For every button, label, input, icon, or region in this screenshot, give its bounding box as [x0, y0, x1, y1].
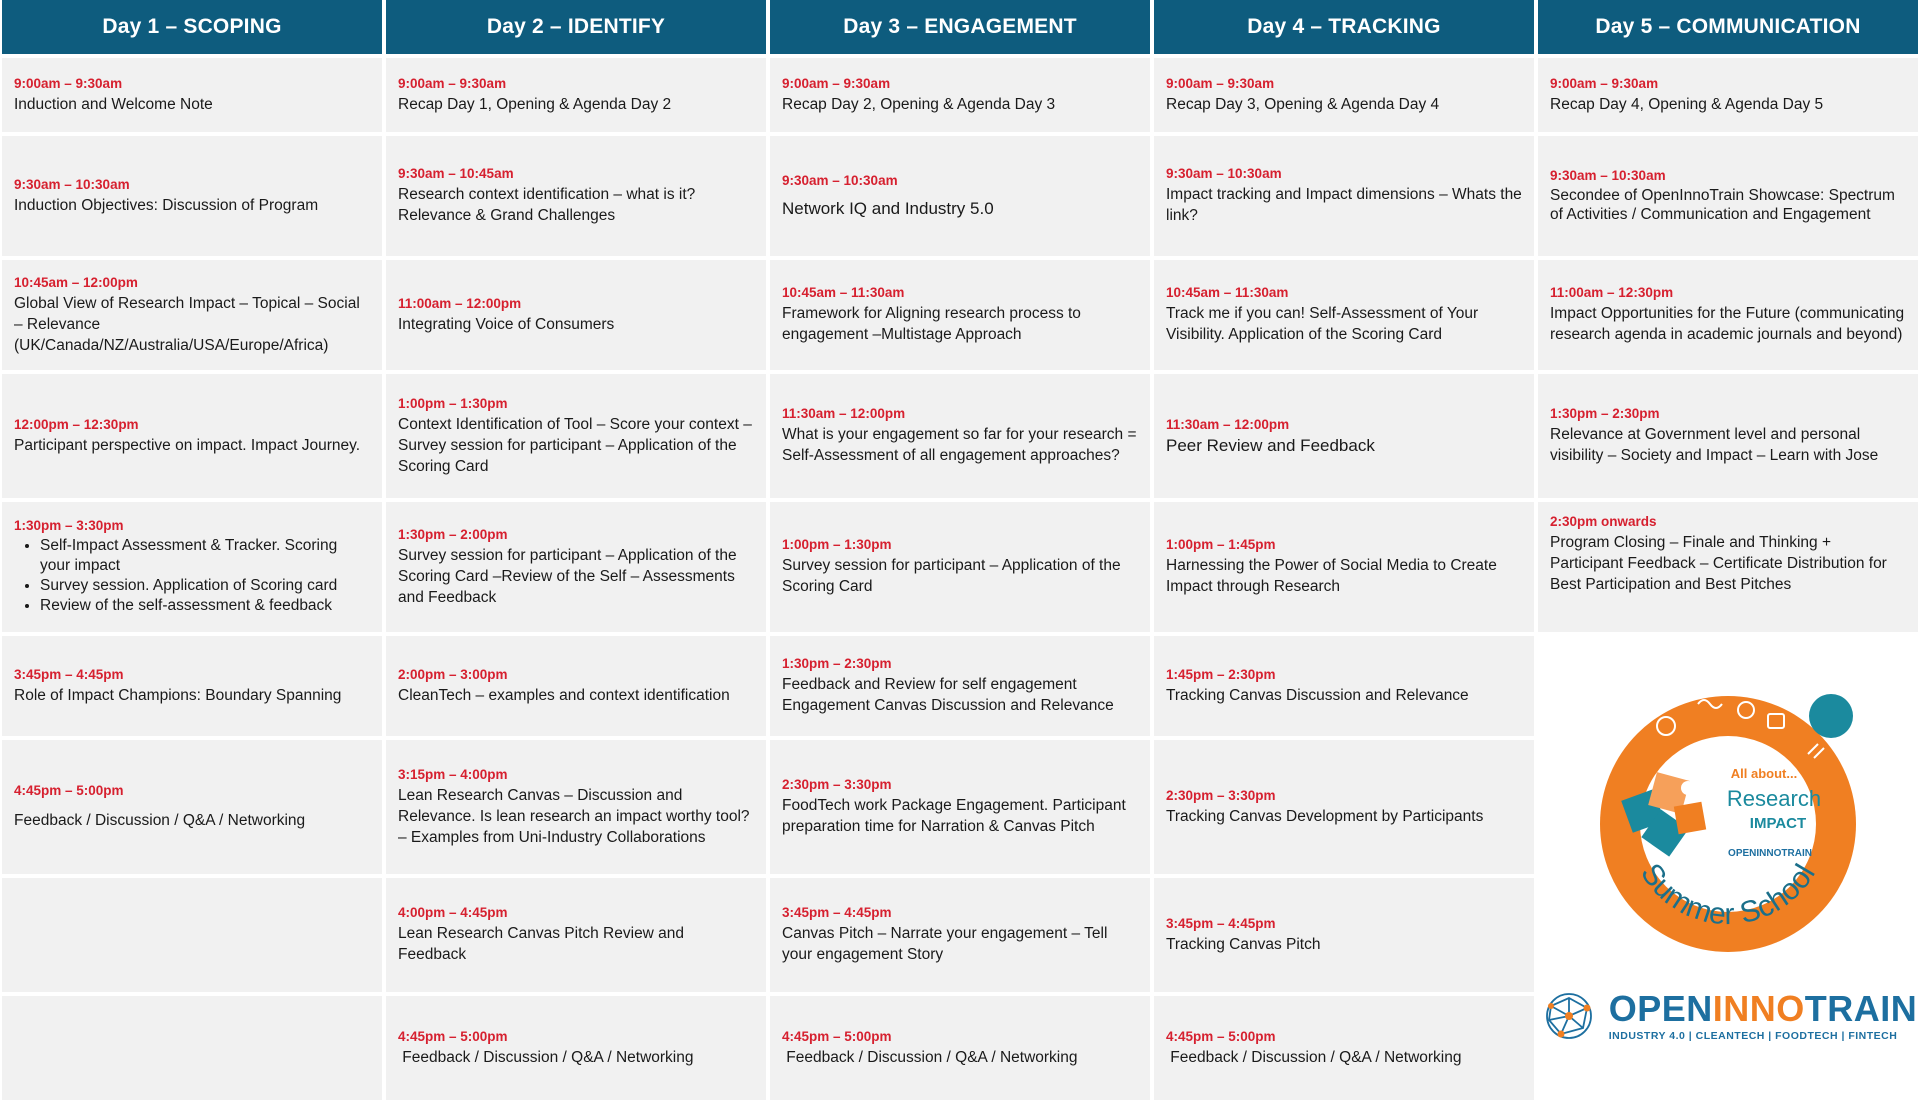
day-2-header: Day 2 – IDENTIFY	[386, 0, 766, 54]
session-cell	[386, 374, 766, 498]
session-time: 1:30pm – 2:30pm	[782, 656, 892, 671]
session-time: 4:45pm – 5:00pm	[1166, 1028, 1276, 1044]
session-cell	[1538, 260, 1918, 370]
session-time: 9:30am – 10:30am	[1166, 166, 1282, 181]
session-title: Research context identification – what is it? Relevance & Grand Challenges	[398, 186, 696, 224]
day-5-header: Day 5 – COMMUNICATION	[1538, 0, 1918, 54]
session-time: 3:45pm – 4:45pm	[1166, 915, 1276, 931]
session-cell	[770, 260, 1150, 370]
session-title: Harnessing the Power of Social Media to Create Impact through Research	[1166, 557, 1497, 595]
session-cell	[386, 502, 766, 632]
network-globe-icon	[1539, 988, 1603, 1044]
session-cell	[1538, 136, 1918, 256]
session-title: Context Identification of Tool – Score your context – Survey session for participant – Application of the Scoring Card	[398, 415, 752, 475]
session-cell	[770, 740, 1150, 874]
session-time: 10:45am – 12:00pm	[14, 274, 138, 290]
session-title: Network IQ and Industry 5.0	[782, 199, 994, 218]
session-time: 10:45am – 11:30am	[782, 285, 905, 300]
session-cell	[770, 996, 1150, 1100]
bullet-item: • Review of the self-assessment & feedback	[40, 596, 370, 616]
session-time: 2:30pm – 3:30pm	[782, 777, 892, 792]
session-cell	[386, 996, 766, 1100]
session-time: 1:00pm – 1:30pm	[398, 395, 508, 411]
session-time: 9:30am – 10:30am	[1550, 168, 1666, 183]
session-cell	[1154, 996, 1534, 1100]
session-time: 2:30pm onwards	[1550, 514, 1657, 529]
session-title: Recap Day 4, Opening & Agenda Day 5	[1550, 95, 1824, 113]
teal-dot	[1809, 694, 1853, 738]
session-title: Recap Day 1, Opening & Agenda Day 2	[398, 95, 672, 113]
session-title: Recap Day 3, Opening & Agenda Day 4	[1166, 95, 1440, 113]
session-title: Participant perspective on impact. Impact Journey.	[14, 436, 361, 454]
session-time: 9:00am – 9:30am	[1166, 75, 1275, 91]
empty-cell	[2, 878, 382, 992]
session-cell	[1154, 502, 1534, 632]
bullet-item: • Self-Impact Assessment & Tracker. Scoring your impact	[40, 536, 370, 576]
session-time: 11:30am – 12:00pm	[782, 406, 906, 421]
session-title: Feedback / Discussion / Q&A / Networking	[782, 1048, 1078, 1066]
badge-all-about: All about...	[1730, 766, 1798, 781]
session-time: 9:30am – 10:30am	[782, 173, 898, 188]
session-time: 9:00am – 9:30am	[398, 75, 507, 91]
session-cell	[2, 136, 382, 256]
brand-train: TRAIN	[1804, 987, 1918, 1029]
session-cell	[2, 502, 382, 632]
session-title: Impact tracking and Impact dimensions – Whats the link?	[1166, 186, 1522, 224]
session-cell	[2, 374, 382, 498]
session-title: Lean Research Canvas – Discussion and Relevance. Is lean research an impact worthy tool? – Examples from Uni-Industry Collaborations	[398, 786, 750, 846]
openinnotrain-logo	[1539, 988, 1918, 1044]
session-time: 1:30pm – 2:00pm	[398, 526, 508, 542]
session-time: 11:30am – 12:00pm	[1166, 416, 1290, 432]
session-cell	[770, 58, 1150, 132]
session-time: 3:45pm – 4:45pm	[14, 666, 124, 682]
session-cell	[770, 374, 1150, 498]
session-bullet-list	[14, 536, 370, 616]
day-3-header: Day 3 – ENGAGEMENT	[770, 0, 1150, 54]
session-time: 9:00am – 9:30am	[782, 75, 891, 91]
day-4-header: Day 4 – TRACKING	[1154, 0, 1534, 54]
session-title: Survey session for participant – Application of the Scoring Card –Review of the Self – Assessments and Feedback	[398, 546, 737, 606]
session-time: 1:00pm – 1:45pm	[1166, 537, 1276, 552]
brand-wordmark	[1608, 987, 1918, 1042]
empty-cell	[2, 996, 382, 1100]
summer-school-text: Summer School	[1634, 857, 1822, 932]
session-cell	[1154, 58, 1534, 132]
session-cell	[386, 636, 766, 736]
session-time: 9:00am – 9:30am	[1550, 75, 1659, 91]
session-title: Framework for Aligning research process to engagement –Multistage Approach	[782, 305, 1081, 343]
session-cell	[2, 636, 382, 736]
session-title: Tracking Canvas Development by Participants	[1166, 807, 1484, 825]
session-time: 4:45pm – 5:00pm	[398, 1028, 508, 1044]
brand-name	[1608, 987, 1918, 1029]
session-title: Program Closing – Finale and Thinking + Participant Feedback – Certificate Distribution for Best Participation and Best Pitches	[1550, 534, 1887, 593]
session-cell	[1154, 636, 1534, 736]
session-title: Induction Objectives: Discussion of Program	[14, 196, 319, 214]
session-time: 1:45pm – 2:30pm	[1166, 666, 1276, 682]
day-1-header: Day 1 – SCOPING	[2, 0, 382, 54]
session-cell	[770, 636, 1150, 736]
session-cell	[1154, 374, 1534, 498]
logo-area	[1538, 636, 1918, 1100]
session-title: Feedback and Review for self engagement Engagement Canvas Discussion and Relevance	[782, 676, 1114, 714]
session-cell	[1154, 136, 1534, 256]
badge-mini-brand: OPENINNOTRAIN	[1728, 848, 1812, 859]
session-cell	[2, 740, 382, 874]
session-title: Impact Opportunities for the Future (communicating research agenda in academic journals and beyond)	[1550, 305, 1905, 343]
session-cell	[1538, 374, 1918, 498]
session-time: 3:45pm – 4:45pm	[782, 905, 892, 920]
session-cell	[1538, 502, 1918, 632]
session-title: Integrating Voice of Consumers	[398, 315, 615, 333]
session-cell	[770, 502, 1150, 632]
session-time: 4:00pm – 4:45pm	[398, 905, 508, 920]
bullet-item: • Survey session. Application of Scoring card	[40, 576, 370, 596]
session-cell	[386, 260, 766, 370]
session-title: CleanTech – examples and context identification	[398, 686, 730, 704]
session-title: Canvas Pitch – Narrate your engagement – Tell your engagement Story	[782, 925, 1108, 963]
session-cell	[386, 740, 766, 874]
session-cell	[770, 878, 1150, 992]
session-cell	[1154, 878, 1534, 992]
brand-tagline: INDUSTRY 4.0 | CLEANTECH | FOODTECH | FINTECH	[1608, 1029, 1898, 1042]
session-time: 12:00pm – 12:30pm	[14, 416, 139, 432]
session-cell	[1154, 260, 1534, 370]
summer-school-badge	[1568, 674, 1888, 974]
session-cell	[2, 58, 382, 132]
session-time: 9:30am – 10:30am	[14, 176, 130, 192]
session-title: Secondee of OpenInnoTrain Showcase: Spectrum of Activities / Communication and Engagement	[1550, 187, 1895, 223]
session-title: Track me if you can! Self-Assessment of Your Visibility. Application of the Scoring Card	[1166, 305, 1479, 343]
session-time: 4:45pm – 5:00pm	[14, 783, 124, 798]
session-time: 11:00am – 12:00pm	[398, 295, 522, 311]
session-title: Recap Day 2, Opening & Agenda Day 3	[782, 95, 1056, 113]
session-title: FoodTech work Package Engagement. Participant preparation time for Narration & Canvas Pitch	[782, 797, 1126, 835]
badge-research: Research	[1726, 786, 1822, 811]
session-time: 9:00am – 9:30am	[14, 75, 123, 91]
session-title: Feedback / Discussion / Q&A / Networking	[14, 812, 306, 829]
session-cell	[386, 878, 766, 992]
session-time: 3:15pm – 4:00pm	[398, 766, 508, 782]
session-title: Peer Review and Feedback	[1166, 435, 1375, 455]
session-cell	[386, 136, 766, 256]
session-title: Global View of Research Impact – Topical – Social – Relevance (UK/Canada/NZ/Australia/USA/Europe/Africa)	[14, 294, 360, 354]
session-cell	[1154, 740, 1534, 874]
session-title: Induction and Welcome Note	[14, 95, 213, 113]
session-time: 1:30pm – 2:30pm	[1550, 406, 1660, 421]
session-time: 2:00pm – 3:00pm	[398, 666, 508, 682]
session-cell	[1538, 58, 1918, 132]
summer-school-badge-graphic	[1568, 674, 1888, 974]
session-time: 10:45am – 11:30am	[1166, 285, 1289, 300]
session-title: Role of Impact Champions: Boundary Spanning	[14, 686, 342, 704]
session-title: Tracking Canvas Discussion and Relevance	[1166, 686, 1469, 704]
session-title: Feedback / Discussion / Q&A / Networking	[398, 1048, 694, 1066]
session-title: What is your engagement so far for your research = Self-Assessment of all engagement approaches?	[782, 426, 1137, 464]
session-title: Survey session for participant – Application of the Scoring Card	[782, 557, 1121, 595]
session-time: 11:00am – 12:30pm	[1550, 285, 1674, 300]
session-time: 1:30pm – 3:30pm	[14, 518, 124, 533]
session-title: Relevance at Government level and personal visibility – Society and Impact – Learn with Jose	[1550, 426, 1879, 464]
session-time: 4:45pm – 5:00pm	[782, 1028, 892, 1044]
session-cell	[2, 260, 382, 370]
session-cell	[770, 136, 1150, 256]
session-title: Tracking Canvas Pitch	[1166, 935, 1321, 953]
badge-impact: IMPACT	[1749, 815, 1807, 832]
session-time: 9:30am – 10:45am	[398, 166, 514, 181]
session-title: Lean Research Canvas Pitch Review and Feedback	[398, 925, 685, 963]
brand-open: OPEN	[1608, 987, 1713, 1029]
session-time: 2:30pm – 3:30pm	[1166, 787, 1276, 803]
brand-inno: INNO	[1712, 987, 1805, 1029]
session-title: Feedback / Discussion / Q&A / Networking	[1166, 1048, 1462, 1066]
schedule-grid	[2, 0, 1918, 1080]
session-cell	[386, 58, 766, 132]
session-time: 1:00pm – 1:30pm	[782, 537, 892, 552]
